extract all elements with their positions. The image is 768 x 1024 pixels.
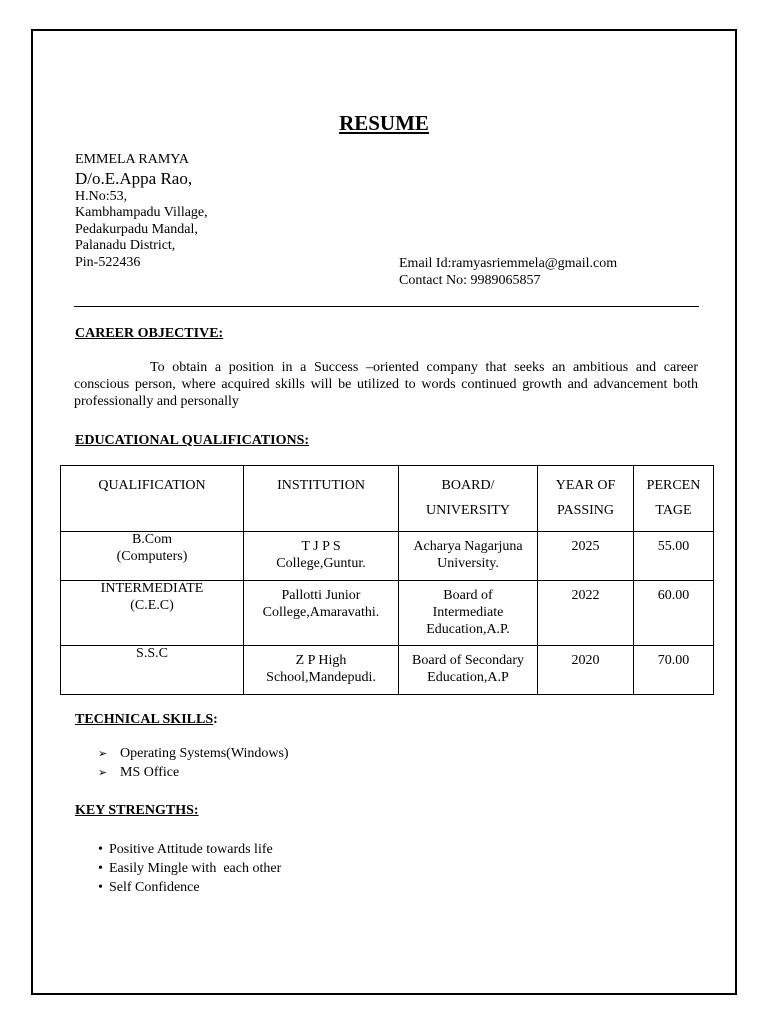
cell-percentage: 60.00 — [634, 581, 714, 646]
arrow-bullet-icon: ➢ — [98, 747, 108, 760]
parent-name: D/o.E.Appa Rao, — [75, 168, 193, 188]
cell-board: Acharya Nagarjuna University. — [399, 532, 538, 581]
divider — [74, 306, 699, 307]
list-item: • Easily Mingle with each other — [98, 861, 282, 876]
cell-qualification: B.Com (Computers) — [61, 532, 244, 581]
page-title: RESUME — [339, 111, 429, 135]
email: Email Id:ramyasriemmela@gmail.com — [399, 256, 618, 271]
list-item: • Positive Attitude towards life — [98, 842, 273, 857]
arrow-bullet-icon: ➢ — [98, 766, 108, 779]
dot-bullet-icon: • — [98, 861, 103, 876]
table-header-row — [61, 466, 714, 532]
cell-year: 2020 — [538, 646, 634, 695]
dot-bullet-icon: • — [98, 880, 103, 895]
table-row — [61, 532, 714, 581]
technical-skills-heading: TECHNICAL SKILLS: — [75, 712, 218, 727]
career-objective-heading: CAREER OBJECTIVE: — [75, 326, 224, 341]
candidate-name: EMMELA RAMYA — [75, 152, 189, 167]
house-number: H.No:53, — [75, 188, 128, 204]
village: Kambhampadu Village, — [75, 205, 208, 220]
key-strengths-list — [98, 840, 281, 897]
cell-board: Board of Intermediate Education,A.P. — [399, 581, 538, 646]
cell-institution: Z P High School,Mandepudi. — [244, 646, 399, 695]
mandal: Pedakurpadu Mandal, — [75, 221, 198, 237]
list-item: ➢ Operating Systems(Windows) — [98, 746, 289, 761]
key-strengths-heading: KEY STRENGTHS: — [75, 803, 199, 818]
header-percentage: PERCEN TAGE — [634, 466, 714, 532]
address-block — [75, 152, 208, 271]
technical-skills-list — [98, 744, 289, 782]
education-heading: EDUCATIONAL QUALIFICATIONS: — [75, 433, 310, 448]
dot-bullet-icon: • — [98, 842, 103, 857]
list-item: ➢ MS Office — [98, 765, 180, 780]
table-row — [61, 581, 714, 646]
header-institution: INSTITUTION — [244, 466, 399, 532]
header-qualification: QUALIFICATION — [61, 466, 244, 532]
cell-institution: T J P S College,Guntur. — [244, 532, 399, 581]
pin-code: Pin-522436 — [75, 254, 141, 270]
phone: Contact No: 9989065857 — [399, 272, 541, 288]
cell-board: Board of Secondary Education,A.P — [399, 646, 538, 695]
cell-percentage: 55.00 — [634, 532, 714, 581]
cell-percentage: 70.00 — [634, 646, 714, 695]
table-row — [61, 646, 714, 695]
list-item: • Self Confidence — [98, 880, 200, 895]
header-year: YEAR OF PASSING — [538, 466, 634, 532]
district: Palanadu District, — [75, 238, 176, 253]
cell-year: 2022 — [538, 581, 634, 646]
cell-institution: Pallotti Junior College,Amaravathi. — [244, 581, 399, 646]
cell-qualification: INTERMEDIATE (C.E.C) — [61, 581, 244, 646]
contact-block — [399, 256, 617, 289]
header-board: BOARD/ UNIVERSITY — [399, 466, 538, 532]
cell-qualification: S.S.C — [61, 646, 244, 695]
cell-year: 2025 — [538, 532, 634, 581]
career-objective-text: To obtain a position in a Success –oriented company that seeks an ambitious and career conscious person, where acquired skills will be utilized to words continued growth and advancement both professionally and personally — [74, 360, 698, 409]
education-table — [60, 465, 714, 695]
